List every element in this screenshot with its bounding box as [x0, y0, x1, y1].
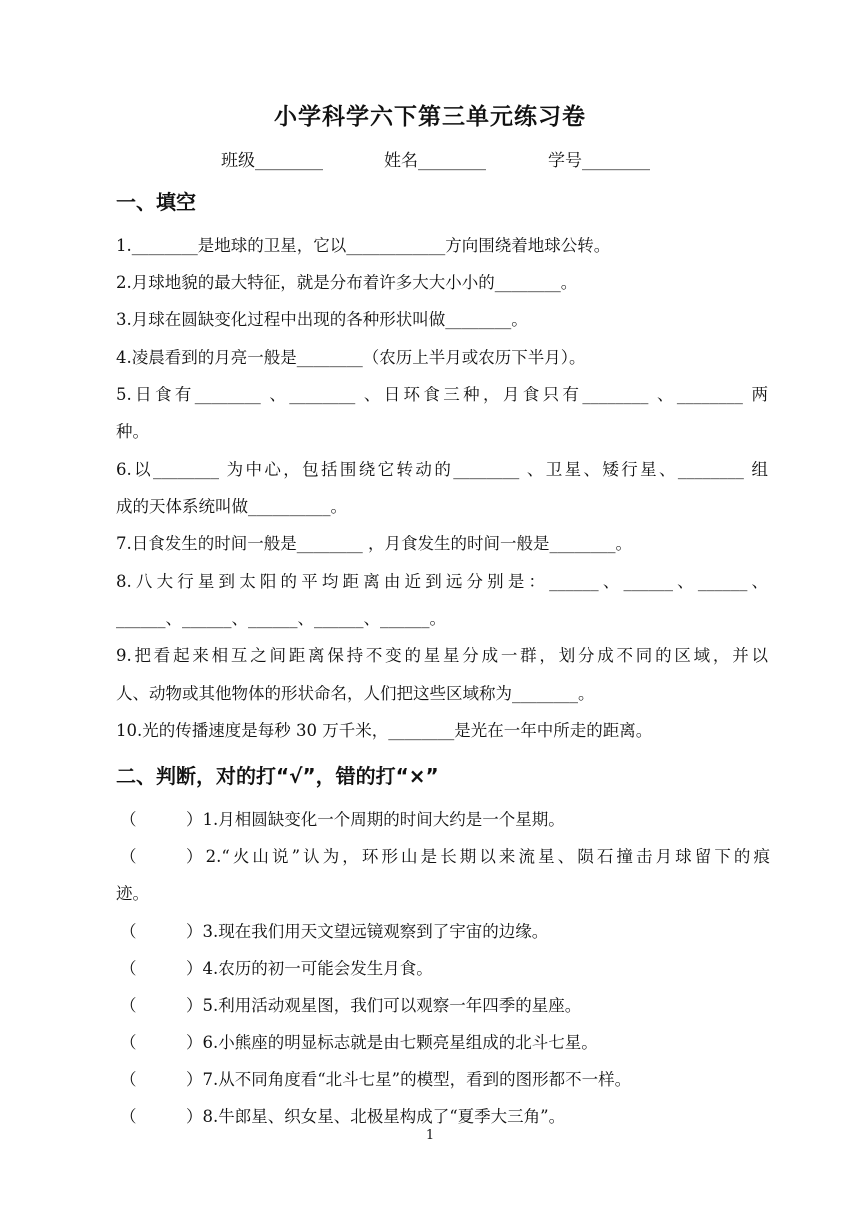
section-fill-blank-heading: 一、填空	[116, 190, 196, 214]
judge-item	[186, 955, 433, 979]
answer-paren-close: ）	[186, 1033, 203, 1052]
answer-paren-open: （	[120, 810, 137, 829]
judge-item-continuation: 迹。	[116, 884, 149, 903]
judge-item	[186, 918, 548, 942]
page-number: 1	[425, 1128, 435, 1143]
class-field: 班级________	[221, 151, 323, 171]
judge-item-text: 1.月相圆缺变化一个周期的时间大约是一个星期。	[202, 810, 565, 829]
judge-item-text: 6.小熊座的明显标志就是由七颗亮星组成的北斗七星。	[202, 1033, 598, 1052]
name-field: 姓名________	[384, 151, 486, 171]
judge-item-text: 3.现在我们用天文望远镜观察到了宇宙的边缘。	[202, 922, 549, 941]
judge-item-text: 7.从不同角度看“北斗七星”的模型，看到的图形都不一样。	[202, 1070, 632, 1089]
page-title: 小学科学六下第三单元练习卷	[274, 104, 586, 130]
answer-paren-close: ）	[186, 922, 203, 941]
question-line: 1.________是地球的卫星，它以____________方向围绕着地球公转。	[116, 236, 611, 255]
judge-item	[186, 843, 770, 867]
judge-item-text: 8.牛郎星、织女星、北极星构成了“夏季大三角”。	[202, 1107, 566, 1126]
question-line: 成的天体系统叫做__________。	[116, 497, 347, 516]
judge-item	[186, 1103, 565, 1127]
answer-paren-close: ）	[186, 959, 203, 978]
judge-item	[186, 1029, 598, 1053]
judge-item-text: 5.利用活动观星图，我们可以观察一年四季的星座。	[202, 996, 582, 1015]
question-line: 3.月球在圆缺变化过程中出现的各种形状叫做________。	[116, 310, 528, 329]
answer-paren-open: （	[120, 1107, 137, 1126]
question-line: 2.月球地貌的最大特征，就是分布着许多大大小小的________。	[116, 273, 578, 292]
judge-item-text: 2.“火山说”认为，环形山是长期以来流星、陨石撞击月球留下的痕	[205, 847, 771, 866]
question-line: ______、______、______、______、______。	[116, 609, 446, 628]
question-line: 9.把看起来相互之间距离保持不变的星星分成一群，划分成不同的区域，并以	[116, 646, 768, 665]
answer-paren-close: ）	[186, 847, 206, 866]
answer-paren-open: （	[120, 1033, 137, 1052]
answer-paren-close: ）	[186, 1107, 203, 1126]
question-line: 8.八大行星到太阳的平均距离由近到远分别是：______、______、______、	[116, 572, 768, 591]
question-line: 7.日食发生的时间一般是________ ，月食发生的时间一般是________。	[116, 534, 632, 553]
student-number-field: 学号________	[548, 151, 650, 171]
judge-item	[186, 992, 581, 1016]
question-line: 5.日食有________ 、________ 、日环食三种，月食只有________ 、________ 两	[116, 385, 768, 404]
question-line: 4.凌晨看到的月亮一般是________（农历上半月或农历下半月）。	[116, 348, 586, 367]
answer-paren-close: ）	[186, 996, 203, 1015]
question-line: 10.光的传播速度是每秒 30 万千米，________是光在一年中所走的距离。	[116, 721, 653, 740]
question-line: 种。	[116, 422, 149, 441]
answer-paren-close: ）	[186, 810, 203, 829]
question-line: 人、动物或其他物体的形状命名，人们把这些区域称为________。	[116, 684, 595, 703]
answer-paren-open: （	[120, 1070, 137, 1089]
judge-item	[186, 806, 565, 830]
answer-paren-open: （	[120, 847, 137, 866]
judge-item	[186, 1066, 631, 1090]
answer-paren-open: （	[120, 996, 137, 1015]
question-line: 6.以________ 为中心，包括围绕它转动的________ 、卫星、矮行星、________ 组	[116, 460, 768, 479]
answer-paren-open: （	[120, 922, 137, 941]
section-true-false-heading: 二、判断，对的打“√”，错的打“×”	[116, 764, 439, 788]
answer-paren-open: （	[120, 959, 137, 978]
judge-item-text: 4.农历的初一可能会发生月食。	[202, 959, 433, 978]
answer-paren-close: ）	[186, 1070, 203, 1089]
